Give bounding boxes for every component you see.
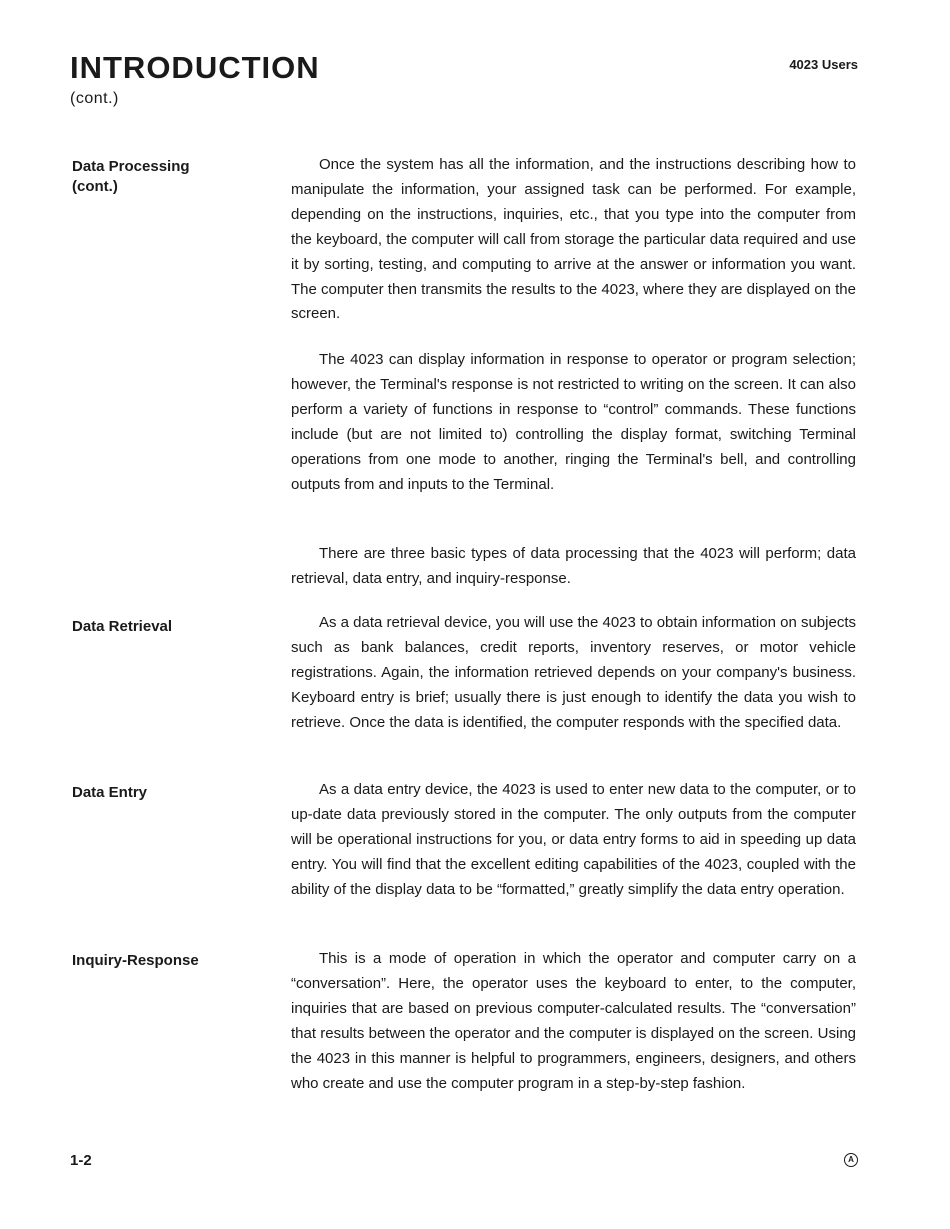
document-id: 4023 Users	[789, 57, 858, 72]
section-heading-data-retrieval: Data Retrieval	[72, 618, 173, 635]
section-heading-data-entry: Data Entry	[72, 784, 148, 801]
section-heading-inquiry-response: Inquiry-Response	[72, 952, 199, 969]
paragraph-data-entry: As a data entry device, the 4023 is used to enter new data to the computer, or to up-date data previously stored in the computer. The only outputs from the computer will be operational instructions for you, or data entry forms to aid in speeding up data entry. You will find that the excellent editing capabilities of the 4023, coupled with the ability of the display data to be “formatted,” greatly simplify the data entry operation.	[291, 781, 856, 898]
page-number: 1-2	[70, 1152, 92, 1169]
paragraph-data-retrieval: As a data retrieval device, you will use the 4023 to obtain information on subjects such as bank balances, credit reports, inventory reserves, or motor vehicle registrations. Again, the information retrieved depends on your company's business. Keyboard entry is brief; usually there is just enough to identify the data you wish to retrieve. Once the data is identified, the computer responds with the specified data.	[291, 614, 856, 731]
section-heading-line: Data Processing	[72, 158, 190, 175]
paragraph-inquiry-response: This is a mode of operation in which the operator and computer carry on a “conversation”. Here, the operator uses the keyboard to enter, to the computer, inquiries that are based on previous computer-calculated results. The “conversation” that results between the operator and the computer is displayed on the screen. Using the 4023 in this manner is helpful to programmers, engineers, designers, and others who create and use the computer program in a step-by-step fashion.	[291, 950, 856, 1092]
section-heading-data-processing	[72, 157, 272, 197]
page-title: INTRODUCTION	[70, 50, 320, 85]
publisher-logo-icon: A	[844, 1153, 858, 1167]
paragraph-data-processing-1: Once the system has all the information, and the instructions describing how to manipulate the information, your assigned task can be performed. For example, depending on the instructions, inquiries, etc., that you type into the computer from the keyboard, the computer will call from storage the particular data required and use it by sorting, testing, and computing to arrive at the answer or information you want. The computer then transmits the results to the 4023, where they are displayed on the screen.	[291, 156, 856, 323]
section-heading-line: (cont.)	[72, 178, 118, 195]
page-subtitle: (cont.)	[70, 90, 119, 107]
paragraph-data-processing-3: There are three basic types of data processing that the 4023 will perform; data retrieval, data entry, and inquiry-response.	[291, 545, 856, 587]
paragraph-data-processing-2: The 4023 can display information in response to operator or program selection; however, the Terminal's response is not restricted to writing on the screen. It can also perform a variety of functions in response to “control” commands. These functions include (but are not limited to) controlling the display format, switching Terminal operations from one mode to another, ringing the Terminal's bell, and controlling outputs from and inputs to the Terminal.	[291, 351, 856, 493]
